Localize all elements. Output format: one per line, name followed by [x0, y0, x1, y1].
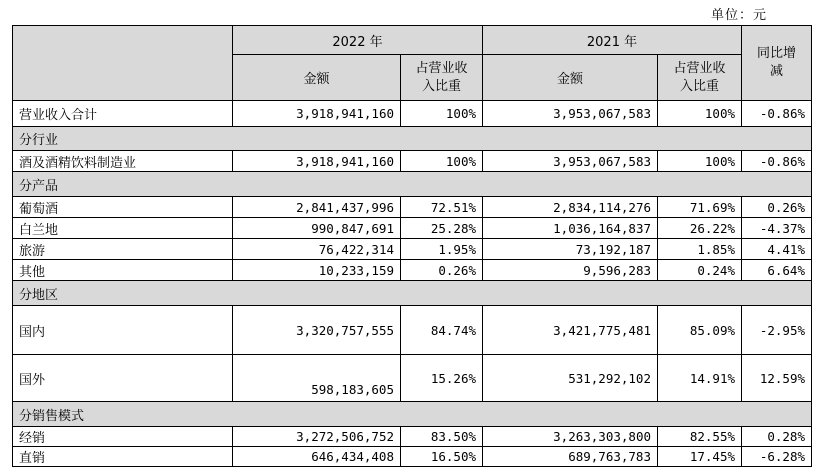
section-row	[13, 281, 812, 306]
unit-label: 单位：元	[710, 8, 767, 23]
share-2021: 71.69%	[658, 197, 742, 218]
table-row	[13, 427, 812, 447]
section-row	[13, 172, 812, 197]
share-2022: 1.95%	[401, 239, 483, 260]
header-year-2021: 2021 年	[483, 26, 742, 55]
row-label: 国内	[13, 306, 233, 355]
header-yoy-line1: 同比增	[756, 46, 796, 61]
share-2022: 25.28%	[401, 218, 483, 239]
amount-2022: 646,434,408	[233, 447, 401, 467]
amount-2022: 2,841,437,996	[233, 197, 401, 218]
amount-2022: 3,918,941,160	[233, 101, 401, 127]
share-2021: 0.24%	[658, 260, 742, 281]
share-2022: 84.74%	[401, 306, 483, 355]
header-label-cell	[13, 26, 233, 101]
header-share-2022-line1: 占营业收	[415, 60, 468, 76]
share-2022: 100%	[401, 151, 483, 172]
section-label: 分销售模式	[13, 402, 812, 427]
share-2021: 14.91%	[658, 355, 742, 402]
amount-2021: 531,292,102	[483, 355, 658, 402]
amount-2022: 3,918,941,160	[233, 151, 401, 172]
header-share-2021	[658, 55, 742, 101]
section-row	[13, 402, 812, 427]
row-label: 其他	[13, 260, 233, 281]
header-share-2022	[401, 55, 483, 101]
share-2021: 82.55%	[658, 427, 742, 447]
amount-2022: 76,422,314	[233, 239, 401, 260]
share-2021: 100%	[658, 101, 742, 127]
header-share-2022-line2: 入比重	[421, 78, 461, 94]
header-share-2021-line1: 占营业收	[673, 60, 726, 76]
yoy-change: 0.26%	[742, 197, 812, 218]
row-label: 白兰地	[13, 218, 233, 239]
amount-2021: 2,834,114,276	[483, 197, 658, 218]
amount-2022: 10,233,159	[233, 260, 401, 281]
section-label: 分产品	[13, 172, 812, 197]
amount-2021: 3,953,067,583	[483, 151, 658, 172]
share-2022: 0.26%	[401, 260, 483, 281]
amount-2021: 3,953,067,583	[483, 101, 658, 127]
share-2021: 100%	[658, 151, 742, 172]
table-row	[13, 151, 812, 172]
amount-2022: 3,272,506,752	[233, 427, 401, 447]
yoy-change: 12.59%	[742, 355, 812, 402]
header-share-2021-line2: 入比重	[679, 78, 719, 94]
share-2022: 83.50%	[401, 427, 483, 447]
table-row	[13, 239, 812, 260]
yoy-change: 0.28%	[742, 427, 812, 447]
amount-2021: 73,192,187	[483, 239, 658, 260]
header-amount-2021: 金额	[483, 55, 658, 101]
amount-2021: 1,036,164,837	[483, 218, 658, 239]
share-2022: 100%	[401, 101, 483, 127]
amount-2021: 9,596,283	[483, 260, 658, 281]
header-yoy	[742, 26, 812, 101]
yoy-change: -6.28%	[742, 447, 812, 467]
row-label: 国外	[13, 355, 233, 402]
table-row	[13, 260, 812, 281]
share-2021: 85.09%	[658, 306, 742, 355]
yoy-change: -0.86%	[742, 151, 812, 172]
yoy-change: 4.41%	[742, 239, 812, 260]
amount-2021: 689,763,783	[483, 447, 658, 467]
row-label: 直销	[13, 447, 233, 467]
yoy-change: -4.37%	[742, 218, 812, 239]
table-row	[13, 218, 812, 239]
table-row	[13, 447, 812, 467]
share-2021: 26.22%	[658, 218, 742, 239]
section-label: 分地区	[13, 281, 812, 306]
row-label: 营业收入合计	[13, 101, 233, 127]
amount-2021: 3,421,775,481	[483, 306, 658, 355]
header-yoy-line2: 减	[769, 64, 783, 79]
yoy-change: -2.95%	[742, 306, 812, 355]
row-label: 葡萄酒	[13, 197, 233, 218]
share-2022: 72.51%	[401, 197, 483, 218]
share-2021: 1.85%	[658, 239, 742, 260]
share-2022: 15.26%	[401, 355, 483, 402]
amount-2022: 3,320,757,555	[233, 306, 401, 355]
amount-2022: 990,847,691	[233, 218, 401, 239]
table-row	[13, 306, 812, 355]
section-row	[13, 127, 812, 151]
row-label: 旅游	[13, 239, 233, 260]
yoy-change: -0.86%	[742, 101, 812, 127]
table-row	[13, 355, 812, 402]
header-amount-2022: 金额	[233, 55, 401, 101]
amount-2021: 3,263,303,800	[483, 427, 658, 447]
yoy-change: 6.64%	[742, 260, 812, 281]
header-year-2022: 2022 年	[233, 26, 483, 55]
revenue-breakdown-table	[12, 25, 812, 467]
row-label: 经销	[13, 427, 233, 447]
amount-2022: 598,183,605	[233, 355, 401, 402]
share-2021: 17.45%	[658, 447, 742, 467]
table-row	[13, 197, 812, 218]
table-row-total	[13, 101, 812, 127]
row-label: 酒及酒精饮料制造业	[13, 151, 233, 172]
section-label: 分行业	[13, 127, 812, 151]
share-2022: 16.50%	[401, 447, 483, 467]
